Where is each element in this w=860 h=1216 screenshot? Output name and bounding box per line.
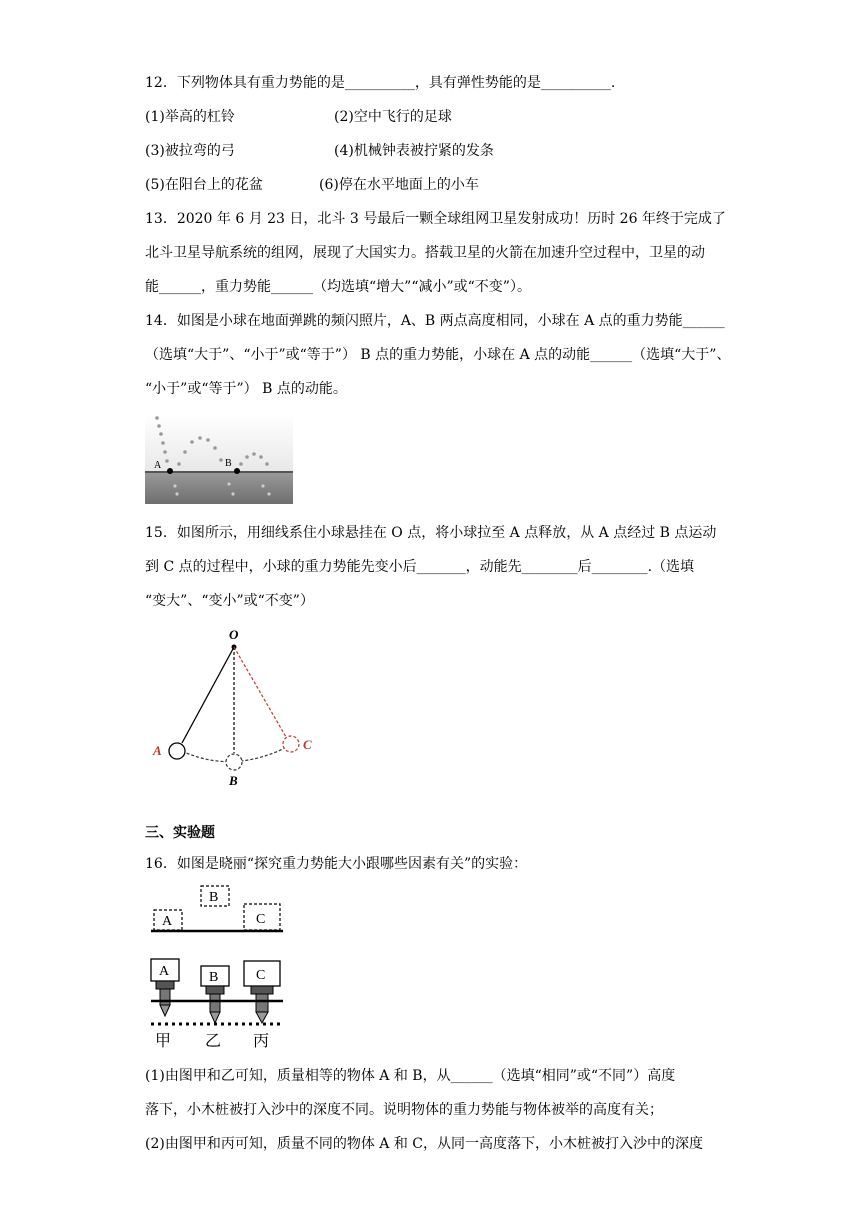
section-title: 三、实验题: [145, 825, 215, 841]
label-b: B: [229, 773, 238, 788]
q12-option-1: (1)举高的杠铃: [145, 109, 235, 125]
box-a-label: A: [162, 914, 173, 929]
q14-line-1: 14．如图是小球在地面弹跳的频闪照片，A、B 两点高度相同，小球在 A 点的重力势能______: [145, 313, 725, 329]
block-c-label: C: [256, 968, 266, 983]
q12-option-6: (6)停在水平地面上的小车: [319, 177, 479, 193]
q16-line-1: (1)由图甲和乙可知，质量相等的物体 A 和 B，从______（选填“相同”或“不同”）高度: [145, 1068, 676, 1084]
q13-line-1: 13．2020 年 6 月 23 日，北斗 3 号最后一颗全球组网卫星发射成功！历时 26 年终于完成了: [145, 211, 726, 227]
box-c-label: C: [256, 912, 266, 927]
box-b-label: B: [209, 890, 219, 905]
label-a: A: [153, 743, 162, 758]
q12-option-5: (5)在阳台上的花盆: [145, 177, 263, 193]
bouncing-ball-photo: [145, 414, 293, 504]
label-bing: 丙: [253, 1031, 270, 1050]
q15-line-1: 15．如图所示，用细线系住小球悬挂在 O 点，将小球拉至 A 点释放，从 A 点经过 B 点运动: [145, 525, 717, 541]
q12-option-3: (3)被拉弯的弓: [145, 143, 235, 159]
block-b-label: B: [209, 970, 219, 985]
q16-stem: 16．如图是晓丽“探究重力势能大小跟哪些因素有关”的实验：: [145, 856, 528, 872]
q15-line-3: “变大”、“变小”或“不变”）: [145, 593, 314, 609]
q13-line-3: 能______，重力势能______（均选填“增大”“减小”或“不变”）。: [145, 279, 531, 295]
label-jia: 甲: [155, 1031, 172, 1050]
q12-stem: 12．下列物体具有重力势能的是__________，具有弹性势能的是__________.: [145, 75, 616, 91]
block-a-label: A: [159, 964, 170, 979]
label-a: A: [154, 460, 162, 471]
q12-option-2: (2)空中飞行的足球: [334, 109, 452, 125]
label-b: B: [225, 458, 232, 469]
q13-line-2: 北斗卫星导航系统的组网，展现了大国实力。搭载卫星的火箭在加速升空过程中，卫星的动: [145, 245, 705, 261]
label-o: O: [229, 627, 239, 642]
pendulum-diagram: [145, 625, 335, 790]
label-c: C: [303, 737, 312, 752]
q16-line-3: (2)由图甲和丙可知，质量不同的物体 A 和 C，从同一高度落下，小木桩被打入沙中的深度: [145, 1136, 704, 1152]
q15-line-2: 到 C 点的过程中，小球的重力势能先变小后_______，动能先________后________.（选填: [145, 559, 695, 575]
q14-line-2: （选填“大于”、“小于”或“等于”） B 点的重力势能，小球在 A 点的动能______（选填“大于”、: [145, 347, 731, 363]
q12-option-4: (4)机械钟表被拧紧的发条: [334, 143, 494, 159]
q14-line-3: “小于”或“等于”） B 点的动能。: [145, 381, 347, 397]
label-yi: 乙: [205, 1031, 222, 1050]
drop-experiment-diagram: [145, 884, 290, 1052]
q16-line-2: 落下，小木桩被打入沙中的深度不同。说明物体的重力势能与物体被举的高度有关；: [145, 1102, 663, 1118]
